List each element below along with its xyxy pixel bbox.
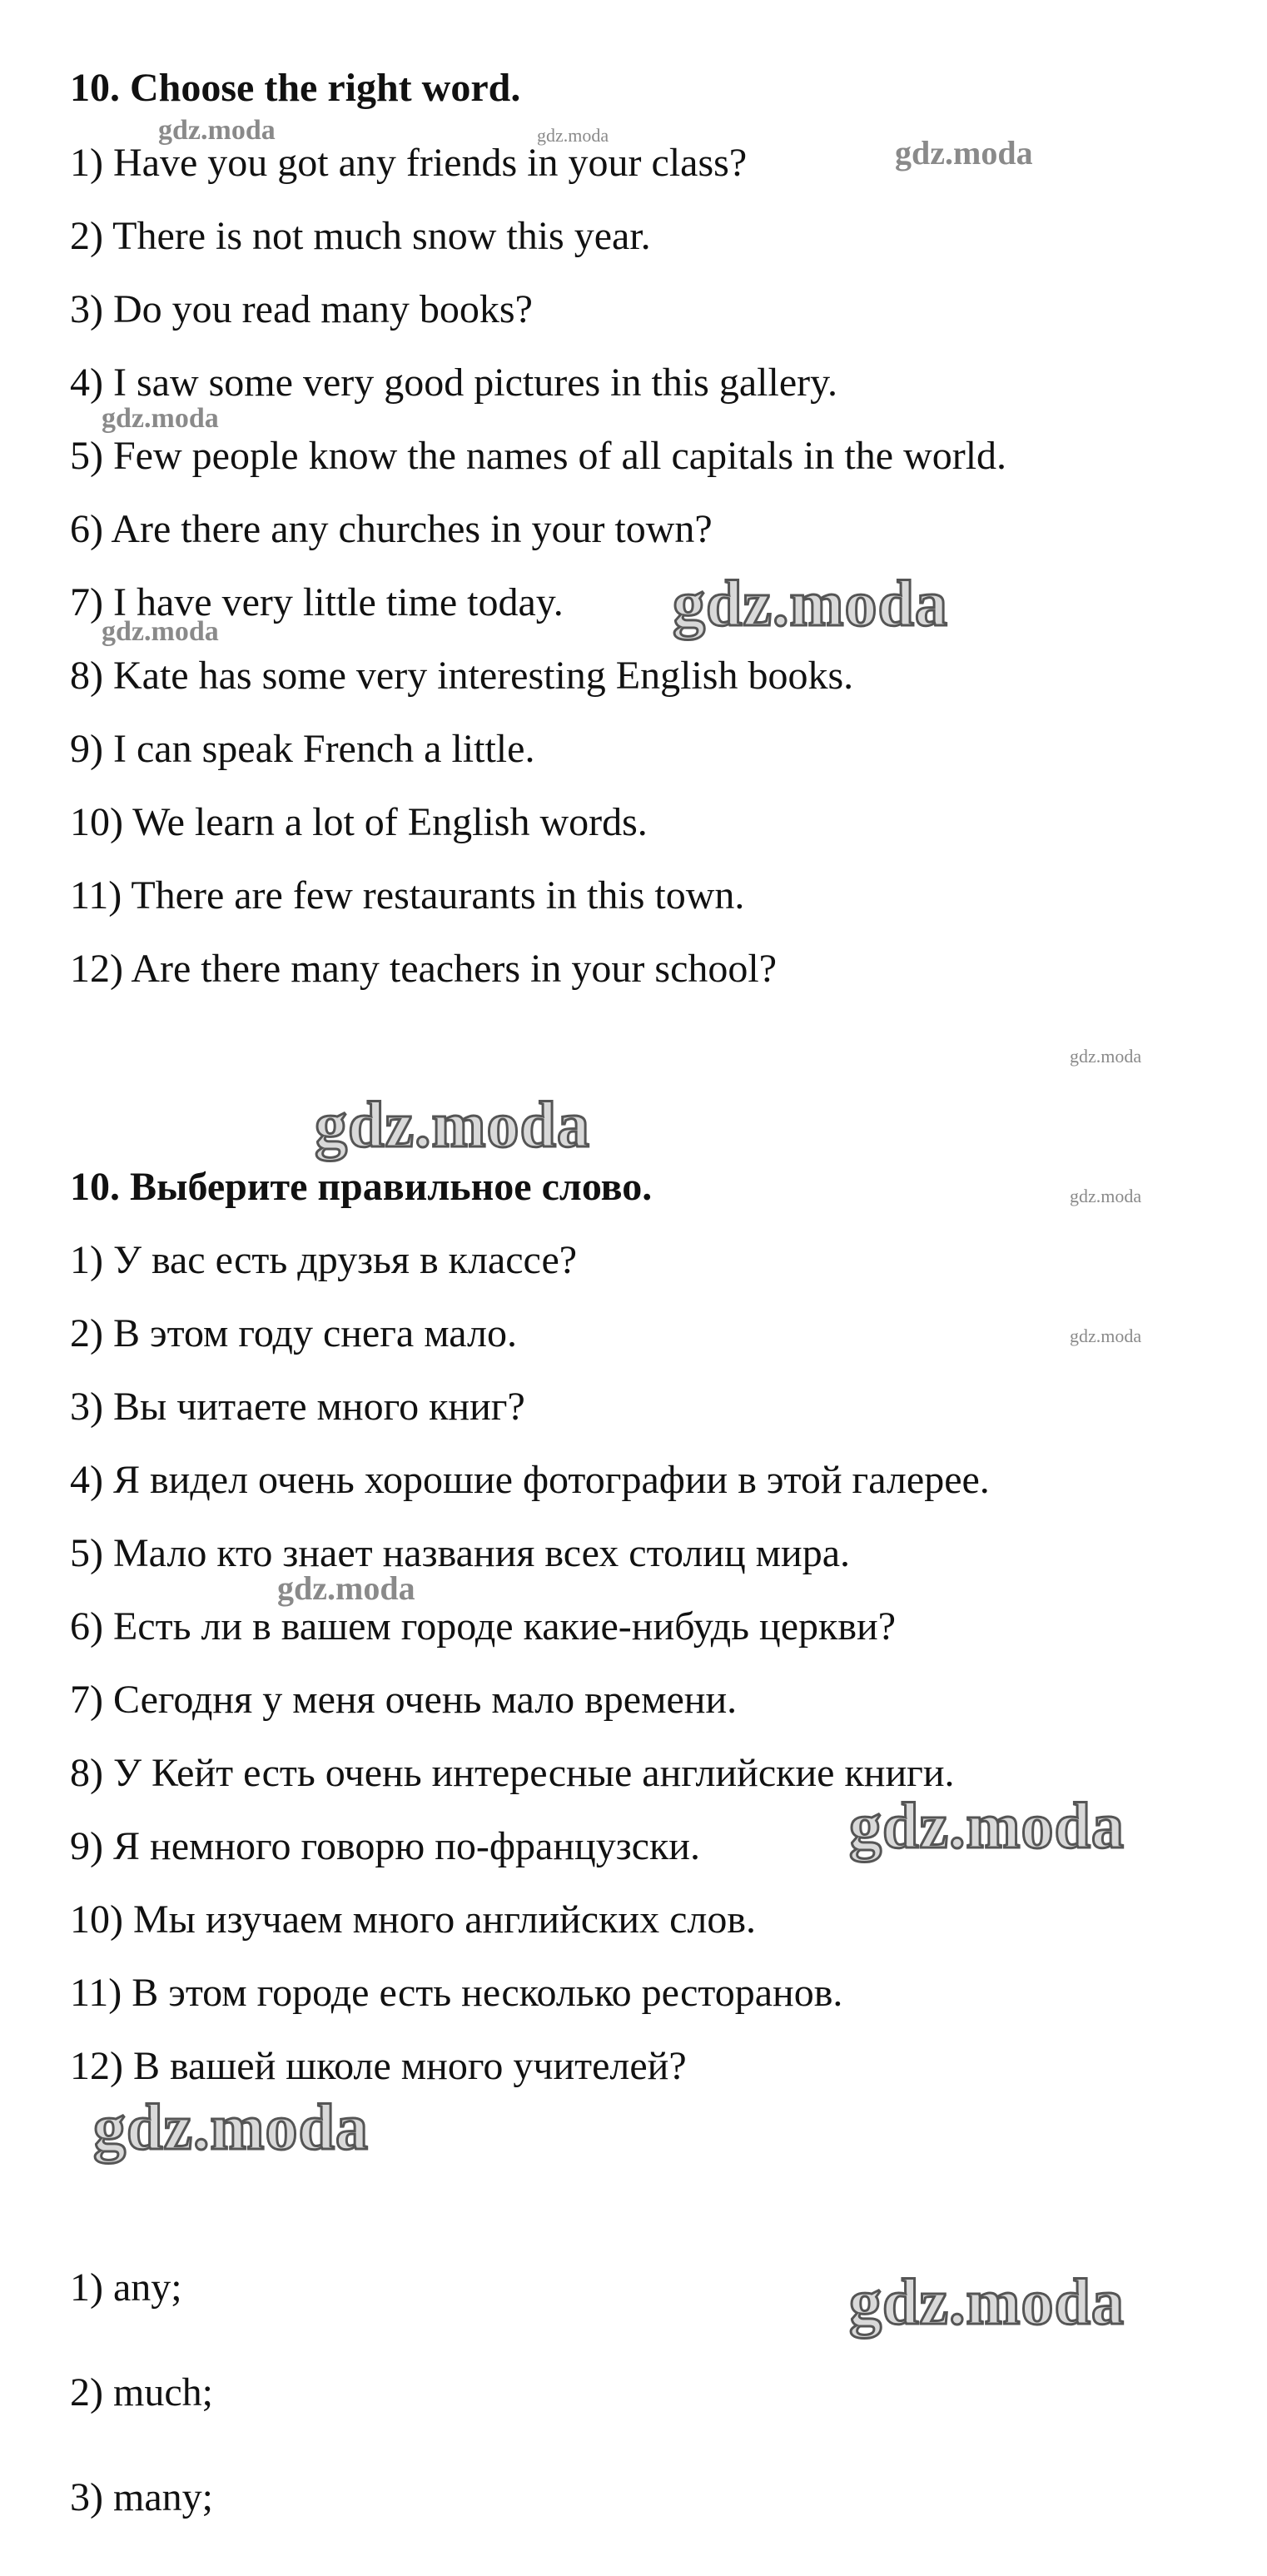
sentence-ru-11: 11) В этом городе есть несколько ресторанов. — [70, 1971, 843, 2015]
sentence-en-8: 8) Kate has some very interesting English books. — [70, 654, 854, 698]
answer-1: 1) any; — [70, 2265, 182, 2310]
sentence-en-2: 2) There is not much snow this year. — [70, 214, 651, 258]
watermark: gdz.moda — [673, 567, 948, 639]
watermark: gdz.moda — [315, 1088, 590, 1161]
answer-3: 3) many; — [70, 2475, 213, 2519]
watermark: gdz.moda — [93, 2091, 369, 2163]
answer-2: 2) much; — [70, 2370, 213, 2414]
sentence-ru-2: 2) В этом году снега мало. — [70, 1311, 517, 1355]
sentence-ru-5: 5) Мало кто знает названия всех столиц мира. — [70, 1531, 851, 1575]
sentence-en-11: 11) There are few restaurants in this town. — [70, 873, 745, 918]
sentence-en-3: 3) Do you read many books? — [70, 287, 533, 331]
sentence-en-12: 12) Are there many teachers in your school? — [70, 947, 778, 991]
sentence-en-10: 10) We learn a lot of English words. — [70, 800, 648, 844]
sentence-ru-3: 3) Вы читаете много книг? — [70, 1385, 525, 1429]
sentence-en-7: 7) I have very little time today. — [70, 580, 564, 624]
sentence-en-9: 9) I can speak French a little. — [70, 727, 535, 771]
sentence-ru-7: 7) Сегодня у меня очень мало времени. — [70, 1678, 738, 1722]
sentence-ru-8: 8) У Кейт есть очень интересные английские книги. — [70, 1751, 955, 1795]
watermark: gdz.moda — [102, 403, 219, 434]
watermark: gdz.moda — [849, 2265, 1125, 2338]
watermark: gdz.moda — [1070, 1325, 1142, 1346]
watermark: gdz.moda — [1070, 1186, 1142, 1206]
sentence-ru-1: 1) У вас есть друзья в классе? — [70, 1238, 578, 1282]
sentence-ru-6: 6) Есть ли в вашем городе какие-нибудь церкви? — [70, 1604, 897, 1649]
watermark: gdz.moda — [158, 115, 276, 146]
sentence-en-1: 1) Have you got any friends in your class? — [70, 141, 748, 185]
watermark: gdz.moda — [1070, 1046, 1142, 1067]
exercise-heading-ru: 10. Выберите правильное слово. — [70, 1165, 653, 1209]
sentence-ru-4: 4) Я видел очень хорошие фотографии в этой галерее. — [70, 1458, 990, 1502]
sentence-ru-9: 9) Я немного говорю по-французски. — [70, 1824, 700, 1868]
watermark: gdz.moda — [849, 1789, 1125, 1862]
watermark: gdz.moda — [102, 616, 219, 647]
sentence-ru-10: 10) Мы изучаем много английских слов. — [70, 1897, 757, 1942]
exercise-heading-en: 10. Choose the right word. — [70, 66, 521, 110]
watermark: gdz.moda — [895, 134, 1033, 172]
sentence-en-5: 5) Few people know the names of all capitals in the world. — [70, 434, 1007, 478]
sentence-ru-12: 12) В вашей школе много учителей? — [70, 2044, 687, 2088]
watermark: gdz.moda — [277, 1569, 415, 1607]
watermark: gdz.moda — [537, 125, 609, 146]
sentence-en-6: 6) Are there any churches in your town? — [70, 507, 713, 551]
sentence-en-4: 4) I saw some very good pictures in this gallery. — [70, 361, 838, 405]
